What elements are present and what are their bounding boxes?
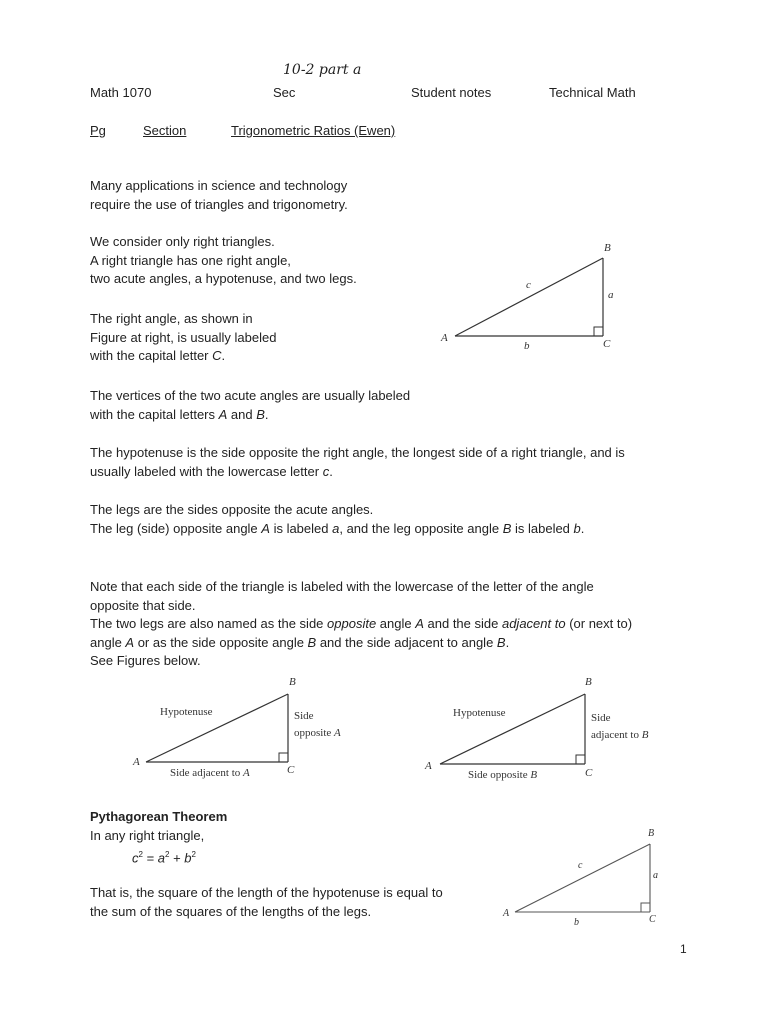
- text-line: with the capital letters A and B.: [90, 406, 269, 422]
- side-label: Side: [294, 710, 314, 722]
- text-line: Figure at right, is usually labeled: [90, 329, 277, 345]
- text-span: with the capital letter: [90, 348, 213, 363]
- text-span: usually labeled with the lowercase letter: [90, 463, 323, 479]
- hypotenuse-label: Hypotenuse: [160, 706, 213, 718]
- adjacent-letter: B: [641, 729, 649, 741]
- technical-math-label: Technical Math: [549, 85, 636, 100]
- text-line: usually labeled with the lowercase letter c.: [90, 463, 333, 479]
- text-line: the sum of the squares of the lengths of the legs.: [90, 903, 372, 919]
- adjacent-text: Side adjacent to: [170, 767, 244, 779]
- pythagorean-intro: In any right triangle,: [90, 828, 205, 843]
- handwritten-note: 10-2 part a: [283, 62, 362, 78]
- text-span: is labeled: [269, 520, 333, 536]
- opposite-text: Side opposite: [468, 769, 531, 781]
- vertex-c-label: C: [649, 914, 656, 925]
- side-a-label: a: [608, 289, 614, 301]
- text-line: Many applications in science and technology: [90, 178, 348, 193]
- side-label: Side: [591, 712, 611, 724]
- text-line: See Figures below.: [90, 653, 201, 668]
- formula-b: b: [184, 850, 192, 866]
- italic-letter: A: [261, 520, 270, 536]
- text-line: The right angle, as shown in: [90, 311, 253, 326]
- italic-letter: a: [332, 520, 340, 536]
- vertex-a-label: A: [503, 908, 510, 919]
- text-span: with the capital letters: [90, 406, 219, 422]
- formula-a: a: [157, 850, 166, 866]
- vertex-b-label: B: [648, 828, 655, 839]
- text-line: Note that each side of the triangle is labeled with the lowercase of the letter of the angle: [90, 579, 594, 594]
- page-title: Trigonometric Ratios (Ewen): [231, 123, 396, 138]
- italic-letter: B: [502, 520, 512, 536]
- vertex-b-label: B: [289, 676, 296, 688]
- vertex-a-label: A: [441, 332, 448, 344]
- formula-plus: +: [169, 850, 185, 866]
- adjacent-text: adjacent to: [591, 729, 642, 741]
- text-line: The leg (side) opposite angle A is labeled a, and the leg opposite angle B is labeled b.: [90, 520, 585, 536]
- text-line: The vertices of the two acute angles are usually labeled: [90, 388, 411, 403]
- text-span: The two legs are also named as the side: [90, 616, 328, 631]
- vertex-b-label: B: [604, 242, 611, 254]
- text-line: We consider only right triangles.: [90, 234, 275, 249]
- text-span: and the side adjacent to angle: [316, 634, 497, 650]
- vertex-c-label: C: [287, 764, 295, 776]
- italic-letter: A: [415, 616, 424, 631]
- opposite-text: opposite: [294, 727, 335, 739]
- adjacent-letter: A: [243, 767, 250, 779]
- vertex-b-label: B: [585, 676, 592, 688]
- text-line: with the capital letter C.: [90, 348, 226, 363]
- italic-letter: c: [322, 463, 330, 479]
- opposite-letter: B: [530, 769, 538, 781]
- side-b-label: b: [524, 340, 530, 352]
- sec-label: Sec: [273, 85, 296, 100]
- side-a-label: a: [653, 870, 658, 881]
- course-label: Math 1070: [90, 85, 152, 100]
- italic-word: opposite: [327, 616, 377, 631]
- exponent: 2: [165, 850, 170, 859]
- vertex-c-label: C: [603, 338, 611, 350]
- student-notes-label: Student notes: [411, 85, 492, 100]
- exponent: 2: [191, 850, 196, 859]
- text-span: or as the side opposite angle: [134, 634, 308, 650]
- italic-word: adjacent to: [501, 616, 566, 631]
- text-line: The legs are the sides opposite the acute angles.: [90, 502, 374, 517]
- italic-letter: C: [212, 348, 222, 363]
- text-span: (or next to): [565, 616, 633, 631]
- italic-letter: A: [125, 634, 135, 650]
- text-span: angle: [376, 616, 416, 631]
- page-number: 1: [680, 942, 687, 956]
- text-span: The leg (side) opposite angle: [90, 520, 262, 536]
- side-c-label: c: [578, 860, 583, 871]
- vertex-a-label: A: [425, 760, 432, 772]
- text-span: and the side: [423, 616, 502, 631]
- text-line: That is, the square of the length of the hypotenuse is equal to: [90, 885, 443, 900]
- text-span: angle: [90, 634, 126, 650]
- text-line: two acute angles, a hypotenuse, and two legs.: [90, 271, 357, 286]
- text-line: opposite that side.: [90, 597, 196, 613]
- hypotenuse-label: Hypotenuse: [453, 707, 506, 719]
- italic-letter: b: [573, 520, 581, 536]
- text-span: and: [227, 406, 257, 422]
- exponent: 2: [138, 850, 143, 859]
- pythagorean-heading: Pythagorean Theorem: [90, 809, 228, 824]
- text-line: The hypotenuse is the side opposite the right angle, the longest side of a right triangle, and is: [90, 445, 625, 460]
- text-line: A right triangle has one right angle,: [90, 252, 291, 268]
- pg-label: Pg: [90, 123, 106, 138]
- section-label: Section: [143, 123, 187, 138]
- side-c-label: c: [526, 279, 531, 291]
- text-line: require the use of triangles and trigonometry.: [90, 196, 348, 212]
- italic-letter: B: [496, 634, 506, 650]
- italic-letter: A: [218, 406, 228, 422]
- text-line: angle A or as the side opposite angle B and the side adjacent to angle B.: [90, 634, 510, 650]
- vertex-a-label: A: [133, 756, 140, 768]
- italic-letter: B: [307, 634, 317, 650]
- side-b-label: b: [574, 917, 579, 928]
- formula-c: c: [132, 850, 139, 866]
- text-span: is labeled: [511, 520, 574, 536]
- formula-eq: =: [142, 850, 158, 866]
- opposite-letter: A: [334, 727, 341, 739]
- text-span: , and the leg opposite angle: [339, 520, 503, 536]
- vertex-c-label: C: [585, 767, 593, 779]
- italic-letter: B: [256, 406, 265, 422]
